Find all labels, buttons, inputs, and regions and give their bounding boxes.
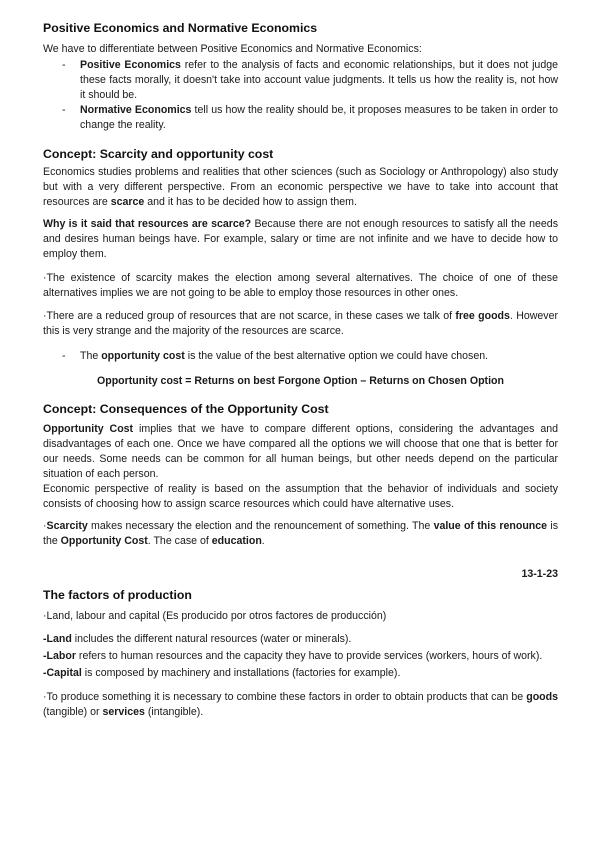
heading-factors-of-production: The factors of production <box>43 588 192 602</box>
paragraph: ·Land, labour and capital (Es producido por otros factores de producción) <box>43 610 387 622</box>
paragraph: ·The existence of scarcity makes the election among several alternatives. The choice of one of these alternatives implies we are not going to be able to employ those resources in other ones. <box>43 272 558 299</box>
date-label: 13-1-23 <box>521 568 558 580</box>
opportunity-cost-formula: Opportunity cost = Returns on best Forgone Option – Returns on Chosen Option <box>97 375 504 387</box>
paragraph: Economic perspective of reality is based on the assumption that the behavior of individuals and society consists of choosing how to assign scarce resources which could have alternative uses. <box>43 483 558 510</box>
list-item-text: refer to the analysis of facts and economic relationships, but it does not judge these facts morally, it doesn't take into account value judgments. It tells us how the reality is, not how it should be. <box>80 59 559 101</box>
intro-text: We have to differentiate between Positive Economics and Normative Economics: <box>43 43 422 55</box>
term-normative-economics: Normative Economics <box>80 104 192 116</box>
paragraph: Why is it said that resources are scarce? Because there are not enough resources to satisfy all the needs and desires human beings have. For example, salary or time are not infinite and we have to decide how to employ them. <box>43 218 558 260</box>
list-item-text: tell us how the reality should be, it proposes measures to be taken in order to change the reality. <box>80 104 558 131</box>
heading-scarcity: Concept: Scarcity and opportunity cost <box>43 147 274 161</box>
heading-consequences: Concept: Consequences of the Opportunity Cost <box>43 402 329 416</box>
paragraph: ·To produce something it is necessary to combine these factors in order to obtain products that can be goods (tangible) or services (intangible). <box>43 691 558 718</box>
paragraph: Opportunity Cost implies that we have to compare different options, considering the advantages and disadvantages of each one. Once we have compared all the options we will choose that one that is better for our needs. Some needs can be common for all human beings, but other needs depend on the particular situation of each person. <box>43 423 559 480</box>
factor-capital: -Capital is composed by machinery and installations (factories for example). <box>43 667 401 679</box>
paragraph: ·There are a reduced group of resources that are not scarce, in these cases we talk of free goods. However this is very strange and the majority of the resources are scarce. <box>43 310 559 337</box>
list-item: - Positive Economics refer to the analysis of facts and economic relationships, but it does not judge these facts morally, it doesn't take into account value judgments. It tells us how the reality is, not how it should be. <box>62 59 559 101</box>
heading-positive-normative: Positive Economics and Normative Economics <box>43 21 318 35</box>
paragraph: Economics studies problems and realities that other sciences (such as Sociology or Anthropology) also study but with a very different perspective. From an economic perspective we have to take into account that resources are scarce and it has to be decided how to assign them. <box>43 166 558 208</box>
document-page <box>43 20 558 720</box>
term-positive-economics: Positive Economics <box>80 59 181 71</box>
list-item: - Normative Economics tell us how the reality should be, it proposes measures to be taken in order to change the reality. <box>62 104 558 131</box>
factor-land: -Land includes the different natural resources (water or minerals). <box>43 633 352 645</box>
paragraph: ·Scarcity makes necessary the election and the renouncement of something. The value of this renounce is the Opportunity Cost. The case of education. <box>43 520 559 547</box>
list-item: - The opportunity cost is the value of the best alternative option we could have chosen. <box>62 350 489 362</box>
factor-labor: -Labor refers to human resources and the capacity they have to provide services (workers, hours of work). <box>43 650 543 662</box>
